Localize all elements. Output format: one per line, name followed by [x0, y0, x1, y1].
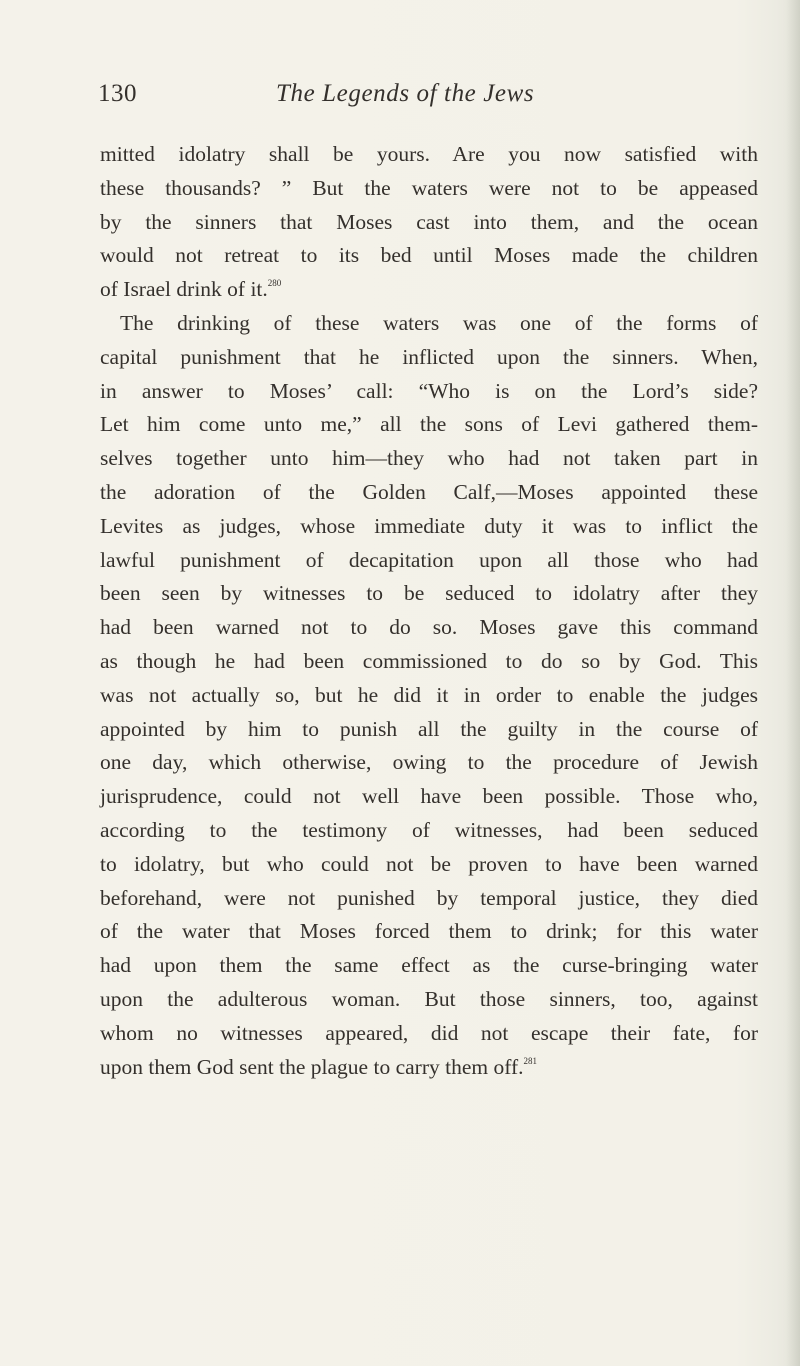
text-line: upon them God sent the plague to carry them off. — [100, 1054, 524, 1079]
text-line: the adoration of the Golden Calf,—Moses appointed these — [100, 479, 758, 504]
paragraph-end-line — [100, 1051, 758, 1085]
page-number: 130 — [98, 80, 137, 107]
text-line: had been warned not to do so. Moses gave this command — [100, 615, 758, 640]
text-line: lawful punishment of decapitation upon all those who had — [100, 547, 758, 572]
text-line: selves together unto him—they who had not taken part in — [100, 446, 758, 471]
text-line: in answer to Moses’ call: “Who is on the Lord’s side? — [100, 378, 758, 403]
text-line: as though he had been commissioned to do so by God. This — [100, 648, 758, 673]
page-edge-shadow — [786, 0, 800, 1366]
text-line: been seen by witnesses to be seduced to idolatry after they — [100, 581, 758, 606]
paragraph-end-line — [100, 273, 758, 307]
text-line: The drinking of these waters was one of the forms of — [120, 310, 758, 335]
text-line: capital punishment that he inflicted upon the sinners. When, — [100, 344, 758, 369]
text-line: Levites as judges, whose immediate duty it was to inflict the — [100, 513, 758, 538]
footnote-ref-281: 281 — [523, 1055, 538, 1066]
text-line: according to the testimony of witnesses, had been seduced — [100, 817, 758, 842]
text-line: mitted idolatry shall be yours. Are you now satisfied with — [100, 142, 758, 166]
running-title: The Legends of the Jews — [276, 80, 535, 107]
text-line: beforehand, were not punished by temporal justice, they died — [100, 885, 758, 910]
text-line: to idolatry, but who could not be proven to have been warned — [100, 851, 758, 876]
text-line: appointed by him to punish all the guilty in the course of — [100, 716, 758, 741]
text-line: Let him come unto me,” all the sons of Levi gathered them- — [100, 412, 758, 437]
text-line: these thousands? ” But the waters were not to be appeased — [100, 175, 758, 200]
body-text — [100, 138, 758, 1084]
text-line: of Israel drink of it. — [100, 277, 268, 302]
text-line: of the water that Moses forced them to drink; for this water — [100, 919, 758, 944]
text-line: by the sinners that Moses cast into them, and the ocean — [100, 209, 758, 234]
text-line: jurisprudence, could not well have been possible. Those who, — [100, 784, 758, 809]
text-line: would not retreat to its bed until Moses made the children — [100, 243, 758, 268]
text-line: whom no witnesses appeared, did not escape their fate, for — [100, 1020, 758, 1045]
page-header — [98, 80, 758, 120]
footnote-ref-280: 280 — [267, 278, 282, 289]
text-line: was not actually so, but he did it in order to enable the judges — [100, 682, 758, 707]
text-line: upon the adulterous woman. But those sinners, too, against — [100, 986, 758, 1011]
text-line: one day, which otherwise, owing to the procedure of Jewish — [100, 750, 758, 775]
text-line: had upon them the same effect as the curse-bringing water — [100, 953, 758, 978]
